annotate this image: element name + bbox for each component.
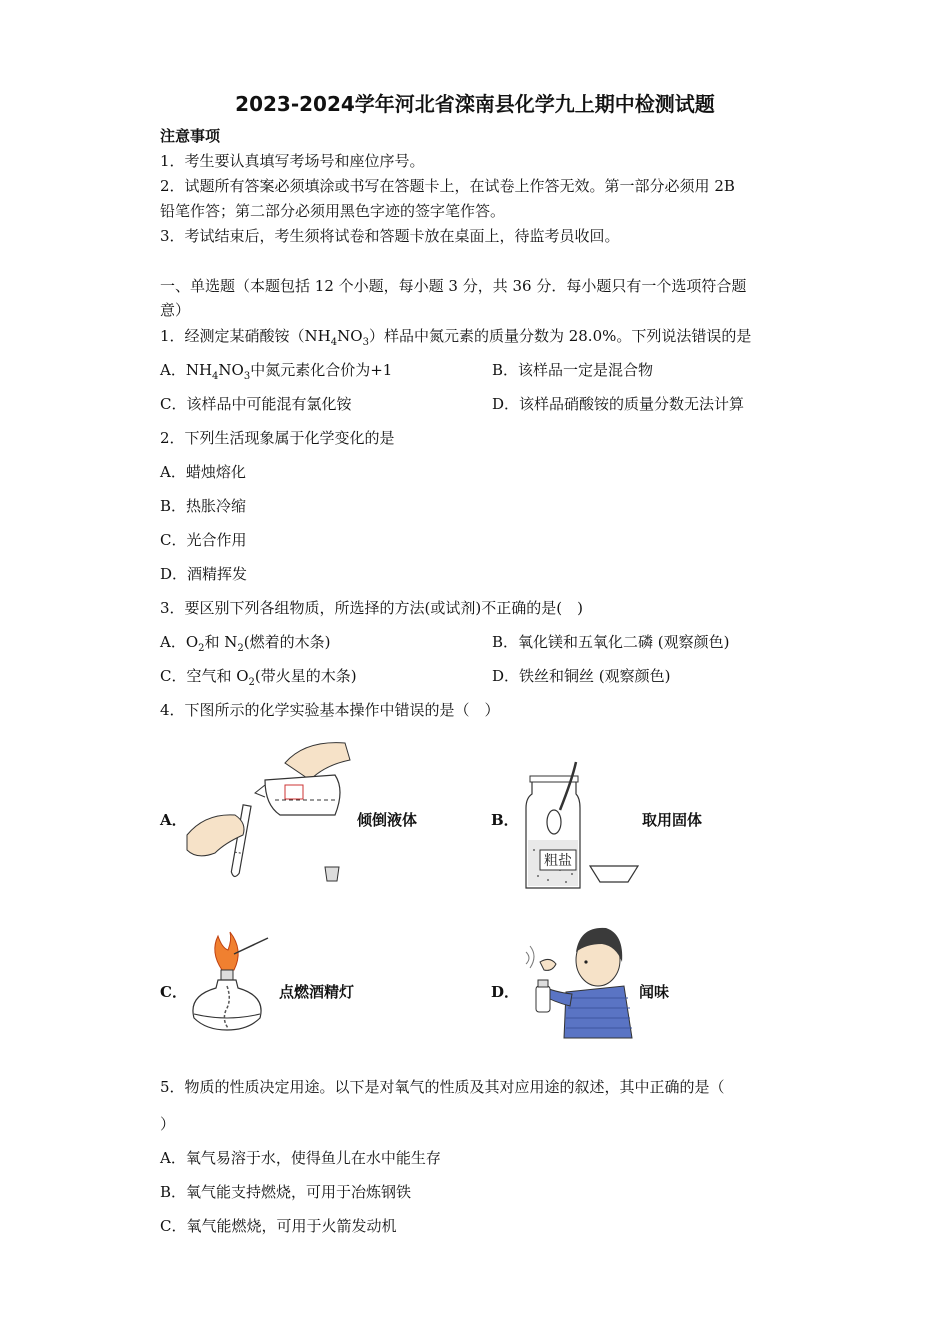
q3-option-c: C．空气和 $O_2$(带火星的木条): [160, 667, 357, 688]
q4-option-c-caption: 点燃酒精灯: [279, 983, 355, 1001]
q1-option-b: B．该样品一定是混合物: [492, 361, 654, 379]
q3-stem: 3．要区别下列各组物质，所选择的方法(或试剂)不正确的是( ): [160, 599, 583, 617]
q5-option-c: C．氧气能燃烧，可用于火箭发动机: [160, 1217, 397, 1235]
notice-item: 3．考试结束后，考生须将试卷和答题卡放在桌面上，待监考员收回。: [160, 227, 620, 245]
q5-option-b: B．氧气能支持燃烧，可用于冶炼钢铁: [160, 1183, 412, 1201]
pouring-liquid-illustration: [185, 735, 355, 890]
smelling-illustration: [520, 922, 638, 1040]
q3-option-d: D．铁丝和铜丝 (观察颜色): [492, 667, 671, 685]
q3-option-b: B．氧化镁和五氧化二磷 (观察颜色): [492, 633, 730, 651]
notice-item: 铅笔作答；第二部分必须用黑色字迹的签字笔作答。: [160, 202, 506, 220]
q4-option-b-label: B．: [491, 811, 519, 829]
jar-label: 粗盐: [544, 853, 572, 869]
q4-option-a-caption: 倾倒液体: [357, 811, 418, 829]
q5-stem: 5．物质的性质决定用途。以下是对氧气的性质及其对应用途的叙述，其中正确的是（: [160, 1078, 725, 1096]
q4-option-b-caption: 取用固体: [642, 811, 703, 829]
q2-option-d: D．酒精挥发: [160, 565, 248, 583]
section-heading: 一、单选题（本题包括 12 个小题，每小题 3 分，共 36 分．每小题只有一个选项符合题: [160, 277, 747, 295]
lighting-alcohol-lamp-illustration: [188, 930, 273, 1035]
q1-option-c: C．该样品中可能混有氯化铵: [160, 395, 352, 413]
q4-option-c-label: C．: [160, 983, 187, 1001]
q2-option-b: B．热胀冷缩: [160, 497, 247, 515]
q4-option-d-caption: 闻味: [639, 983, 670, 1001]
q2-option-c: C．光合作用: [160, 531, 247, 549]
q4-option-a-label: A．: [160, 811, 187, 829]
q2-option-a: A．蜡烛熔化: [160, 463, 246, 481]
q4-stem: 4．下图所示的化学实验基本操作中错误的是（ ）: [160, 701, 500, 719]
q1-option-d: D．该样品硝酸铵的质量分数无法计算: [492, 395, 745, 413]
taking-solid-illustration: [520, 760, 645, 892]
q5-stem-cont: ）: [160, 1115, 176, 1133]
q1-option-a: A．$NH_4NO_3$中氮元素化合价为+1: [160, 361, 393, 382]
q2-stem: 2．下列生活现象属于化学变化的是: [160, 429, 395, 447]
q5-option-a: A．氧气易溶于水，使得鱼儿在水中能生存: [160, 1149, 441, 1167]
exam-title: 2023-2024学年河北省滦南县化学九上期中检测试题: [235, 92, 715, 116]
notice-item: 2．试题所有答案必须填涂或书写在答题卡上，在试卷上作答无效。第一部分必须用 2B: [160, 177, 735, 195]
q3-option-a: A．$O_2$和 $N_2$(燃着的木条): [160, 633, 331, 654]
notice-heading: 注意事项: [160, 127, 221, 145]
notice-item: 1．考生要认真填写考场号和座位序号。: [160, 152, 425, 170]
q4-option-d-label: D．: [491, 983, 520, 1001]
section-heading-cont: 意）: [160, 301, 191, 319]
q1-stem: 1．经测定某硝酸铵$(NH_4NO_3)$样品中氮元素的质量分数为 28.0%。下列说法错误的是: [160, 327, 752, 348]
